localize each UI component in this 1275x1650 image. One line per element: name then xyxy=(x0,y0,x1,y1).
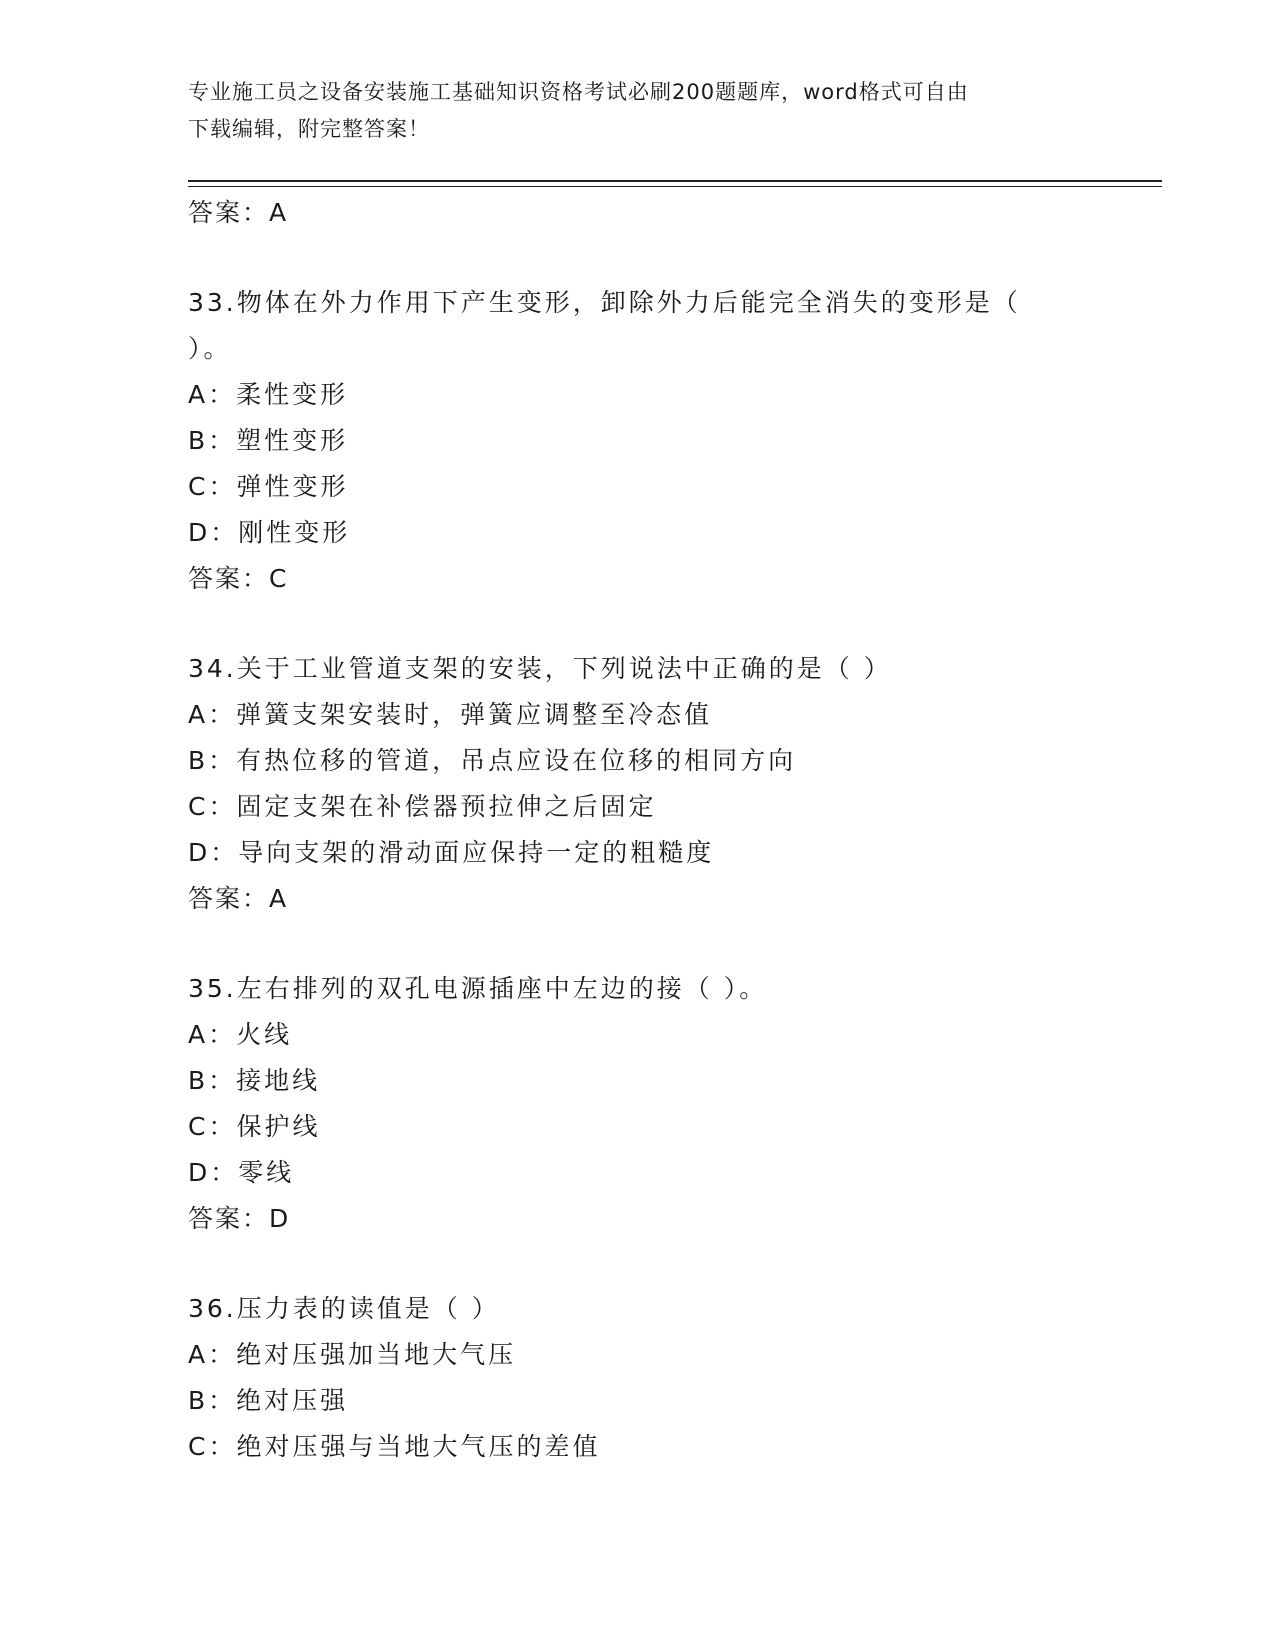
question-34-option-d: D：导向支架的滑动面应保持一定的粗糙度 xyxy=(188,838,715,867)
document-header xyxy=(188,74,1068,148)
header-rule-thin xyxy=(188,186,1162,187)
question-33-text-line-1: 33.物体在外力作用下产生变形，卸除外力后能完全消失的变形是（ xyxy=(188,288,1021,317)
document-body xyxy=(188,190,1118,1470)
answer-34: 答案：A xyxy=(188,884,289,913)
question-33-text-line-2: ）。 xyxy=(188,334,232,363)
question-36-option-a: A：绝对压强加当地大气压 xyxy=(188,1340,517,1369)
question-35-option-a: A：火线 xyxy=(188,1020,293,1049)
question-35-option-b: B：接地线 xyxy=(188,1066,321,1095)
question-36 xyxy=(188,1286,1118,1470)
question-33-option-b: B：塑性变形 xyxy=(188,426,349,455)
header-line-2: 下载编辑，附完整答案！ xyxy=(188,117,430,141)
question-35-option-d: D：零线 xyxy=(188,1158,295,1187)
question-33 xyxy=(188,280,1118,602)
question-33-option-d: D：刚性变形 xyxy=(188,518,351,547)
question-35 xyxy=(188,966,1118,1242)
question-35-option-c: C：保护线 xyxy=(188,1112,321,1141)
question-34-option-c: C：固定支架在补偿器预拉伸之后固定 xyxy=(188,792,657,821)
question-36-text: 36.压力表的读值是（ ） xyxy=(188,1294,500,1323)
question-34-option-b: B：有热位移的管道，吊点应设在位移的相同方向 xyxy=(188,746,797,775)
answer-35: 答案：D xyxy=(188,1204,291,1233)
question-34-text: 34.关于工业管道支架的安装，下列说法中正确的是（ ） xyxy=(188,654,892,683)
question-35-text: 35.左右排列的双孔电源插座中左边的接（ ）。 xyxy=(188,974,768,1003)
question-36-option-c: C：绝对压强与当地大气压的差值 xyxy=(188,1432,601,1461)
question-36-option-b: B：绝对压强 xyxy=(188,1386,349,1415)
header-line-1: 专业施工员之设备安装施工基础知识资格考试必刷200题题库，word格式可自由 xyxy=(188,80,969,104)
answer-32: 答案：A xyxy=(188,198,289,227)
question-34-option-a: A：弹簧支架安装时，弹簧应调整至冷态值 xyxy=(188,700,713,729)
answer-33: 答案：C xyxy=(188,564,289,593)
question-34 xyxy=(188,646,1118,922)
header-rule-thick xyxy=(188,180,1162,182)
question-33-option-c: C：弹性变形 xyxy=(188,472,349,501)
question-33-option-a: A：柔性变形 xyxy=(188,380,349,409)
